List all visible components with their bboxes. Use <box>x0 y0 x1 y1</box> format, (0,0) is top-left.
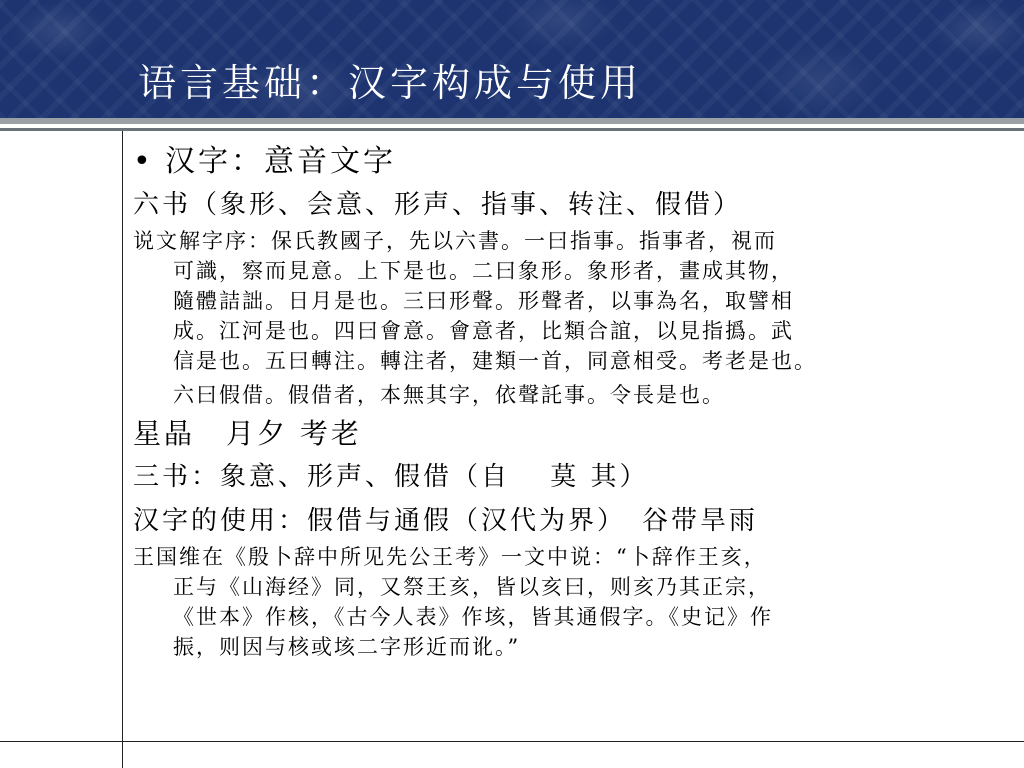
examples-line: 星晶 月夕 考老 <box>133 417 362 450</box>
shuowen-line: 六曰假借。假借者，本無其字，依聲託事。令長是也。 <box>173 383 725 407</box>
usage-line: 汉字的使用：假借与通假（汉代为界） 谷带旱雨 <box>133 506 759 536</box>
shuowen-line: 信是也。五曰轉注。轉注者，建類一首，同意相受。考老是也。 <box>173 349 817 373</box>
wang-paragraph <box>133 542 1013 662</box>
banner-divider-shadow <box>0 128 1024 131</box>
shuowen-line: 可識，察而見意。上下是也。二曰象形。象形者，畫成其物， <box>173 259 794 283</box>
title-banner <box>0 0 1024 118</box>
liushu-line: 六书（象形、会意、形声、指事、转注、假借） <box>133 190 743 220</box>
shuowen-line: 隨體詰詘。日月是也。三曰形聲。形聲者，以事為名，取譬相 <box>173 289 794 313</box>
sanshu-line: 三书：象意、形声、假借（自 莫 其） <box>133 462 649 492</box>
wang-line: 正与《山海经》同，又祭王亥，皆以亥曰，则亥乃其正宗， <box>173 575 771 599</box>
wang-line: 振，则因与核或垓二字形近而讹。” <box>173 635 521 659</box>
shuowen-line: 成。江河是也。四曰會意。會意者，比類合誼，以見指撝。武 <box>173 319 794 343</box>
heading-text: 汉字：意音文字 <box>165 144 396 179</box>
bullet-icon: • <box>133 144 154 179</box>
wang-line: 王国维在《殷卜辞中所见先公王考》一文中说：“卜辞作王亥， <box>133 545 767 569</box>
left-column-divider <box>122 131 123 768</box>
bottom-row-divider <box>0 741 1024 742</box>
slide-title: 语言基础：汉字构成与使用 <box>138 61 643 105</box>
slide-body <box>133 140 1013 662</box>
shuowen-paragraph <box>133 226 1013 410</box>
wang-line: 《世本》作核，《古今人表》作垓，皆其通假字。《史记》作 <box>173 605 773 629</box>
bullet-heading <box>133 140 1013 184</box>
shuowen-line: 说文解字序：保氏教國子，先以六書。一曰指事。指事者，視而 <box>133 229 777 253</box>
